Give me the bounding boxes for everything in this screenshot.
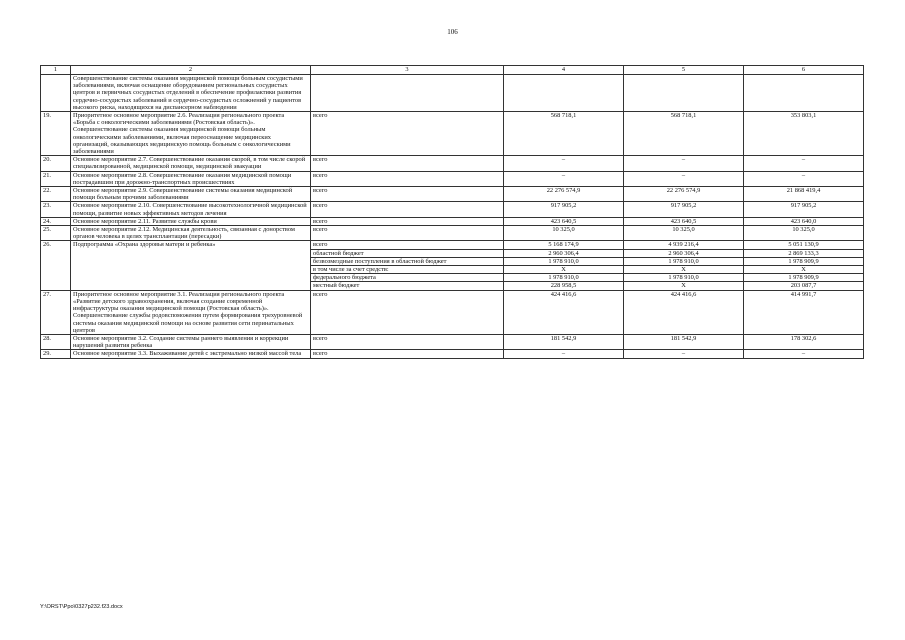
activity-name: Основное мероприятие 2.11. Развитие службы крови xyxy=(71,217,311,225)
table-row xyxy=(41,156,864,171)
funding-source: в том числе за счет средств: xyxy=(311,266,504,274)
value-col-6: X xyxy=(744,266,864,274)
value-col-6: 5 051 130,9 xyxy=(744,241,864,249)
table-row xyxy=(41,241,864,249)
funding-source: федерального бюджета xyxy=(311,274,504,282)
funding-source: всего xyxy=(311,350,504,358)
value-col-5: 917 905,2 xyxy=(624,202,744,217)
value-col-5: 181 542,9 xyxy=(624,334,744,349)
row-number: 28. xyxy=(41,334,71,349)
value-col-6: – xyxy=(744,156,864,171)
value-col-6: 10 325,0 xyxy=(744,226,864,241)
activity-name: Подпрограмма «Охрана здоровья матери и ребенка» xyxy=(71,241,311,290)
value-col-4: 1 978 910,0 xyxy=(504,274,624,282)
value-col-5: 1 978 910,0 xyxy=(624,274,744,282)
row-number: 29. xyxy=(41,350,71,358)
row-number: 22. xyxy=(41,187,71,202)
table-row xyxy=(41,334,864,349)
row-number: 23. xyxy=(41,202,71,217)
value-col-6: 21 868 419,4 xyxy=(744,187,864,202)
value-col-6: – xyxy=(744,350,864,358)
table-row xyxy=(41,202,864,217)
value-col-6: 917 905,2 xyxy=(744,202,864,217)
funding-source xyxy=(311,75,504,112)
funding-source: всего xyxy=(311,112,504,156)
value-col-5: 2 960 306,4 xyxy=(624,249,744,257)
value-col-6: – xyxy=(744,171,864,186)
funding-source: всего xyxy=(311,241,504,249)
activity-name: Приоритетное основное мероприятие 3.1. Реализация регионального проекта «Развитие детского здравоохранения, включая создание современной инфраструктуры оказания медицинской помощи (Ростовская область)». Совершенствование службы родовспоможения путем формирования трехуровневой системы оказания медицинской помощи на основе развития сети перинатальных центров xyxy=(71,290,311,334)
value-col-6: 423 640,0 xyxy=(744,217,864,225)
value-col-6: 414 991,7 xyxy=(744,290,864,334)
funding-source: всего xyxy=(311,217,504,225)
row-number: 26. xyxy=(41,241,71,290)
value-col-6: 2 869 133,3 xyxy=(744,249,864,257)
value-col-5 xyxy=(624,75,744,112)
value-col-4: – xyxy=(504,156,624,171)
funding-source: всего xyxy=(311,202,504,217)
activity-name: Основное мероприятие 2.8. Совершенствование оказания медицинской помощи пострадавшим при дорожно-транспортных происшествиях xyxy=(71,171,311,186)
value-col-4: – xyxy=(504,171,624,186)
budget-table xyxy=(40,65,864,359)
value-col-6: 1 978 909,9 xyxy=(744,274,864,282)
value-col-4: 2 960 306,4 xyxy=(504,249,624,257)
value-col-4: 424 416,6 xyxy=(504,290,624,334)
value-col-5: 1 978 910,0 xyxy=(624,257,744,265)
value-col-4: X xyxy=(504,266,624,274)
value-col-4: – xyxy=(504,350,624,358)
row-number: 27. xyxy=(41,290,71,334)
value-col-6: 203 087,7 xyxy=(744,282,864,290)
value-col-5: – xyxy=(624,350,744,358)
funding-source: местный бюджет xyxy=(311,282,504,290)
row-number: 21. xyxy=(41,171,71,186)
footer-file-path: Y:\ORST\Ppo\0327p232.f23.docx xyxy=(40,604,123,610)
value-col-4: 423 640,5 xyxy=(504,217,624,225)
table-row xyxy=(41,226,864,241)
value-col-4: 1 978 910,0 xyxy=(504,257,624,265)
value-col-5: 423 640,5 xyxy=(624,217,744,225)
funding-source: всего xyxy=(311,226,504,241)
header-cell: 5 xyxy=(624,66,744,75)
funding-source: областной бюджет xyxy=(311,249,504,257)
table-header-row xyxy=(41,66,864,75)
row-number: 19. xyxy=(41,112,71,156)
value-col-5: 424 416,6 xyxy=(624,290,744,334)
value-col-4: 10 325,0 xyxy=(504,226,624,241)
header-cell: 4 xyxy=(504,66,624,75)
value-col-4: 22 276 574,9 xyxy=(504,187,624,202)
funding-source: всего xyxy=(311,156,504,171)
header-cell: 2 xyxy=(71,66,311,75)
table-row xyxy=(41,75,864,112)
funding-source: всего xyxy=(311,334,504,349)
table-row xyxy=(41,217,864,225)
value-col-4: 228 958,5 xyxy=(504,282,624,290)
activity-name: Совершенствование системы оказания медицинской помощи больным сосудистыми заболеваниями, включая оснащение оборудованием региональных сосудистых центров и первичных сосудистых отделений в обеспечение профилактики развития сердечно-сосудистых заболеваний и сердечно-сосудистых осложнений у пациентов высокого риска, находящихся на диспансерном наблюдении xyxy=(71,75,311,112)
table-row xyxy=(41,350,864,358)
activity-name: Основное мероприятие 2.7. Совершенствование оказания скорой, в том числе скорой специализированной, медицинской помощи, медицинской эвакуации xyxy=(71,156,311,171)
table-row xyxy=(41,187,864,202)
value-col-5: – xyxy=(624,156,744,171)
activity-name: Основное мероприятие 2.10. Совершенствование высокотехнологичной медицинской помощи, развитие новых эффективных методов лечения xyxy=(71,202,311,217)
value-col-6: 178 302,6 xyxy=(744,334,864,349)
row-number: 24. xyxy=(41,217,71,225)
value-col-4: 568 718,1 xyxy=(504,112,624,156)
value-col-5: X xyxy=(624,266,744,274)
activity-name: Основное мероприятие 2.9. Совершенствование системы оказания медицинской помощи больным прочими заболеваниями xyxy=(71,187,311,202)
table-row xyxy=(41,290,864,334)
funding-source: всего xyxy=(311,290,504,334)
value-col-5: 10 325,0 xyxy=(624,226,744,241)
activity-name: Основное мероприятие 2.12. Медицинская деятельность, связанная с донорством органов человека в целях трансплантации (пересадки) xyxy=(71,226,311,241)
value-col-4: 5 168 174,9 xyxy=(504,241,624,249)
value-col-4: 917 905,2 xyxy=(504,202,624,217)
value-col-4: 181 542,9 xyxy=(504,334,624,349)
header-cell: 3 xyxy=(311,66,504,75)
page-number: 106 xyxy=(447,28,458,36)
value-col-5: 568 718,1 xyxy=(624,112,744,156)
funding-source: всего xyxy=(311,171,504,186)
funding-source: всего xyxy=(311,187,504,202)
value-col-5: – xyxy=(624,171,744,186)
activity-name: Основное мероприятие 3.2. Создание системы раннего выявления и коррекции нарушений развития ребенка xyxy=(71,334,311,349)
funding-source: безвозмездные поступления в областной бюджет xyxy=(311,257,504,265)
row-number: 25. xyxy=(41,226,71,241)
value-col-6 xyxy=(744,75,864,112)
value-col-5: X xyxy=(624,282,744,290)
header-cell: 6 xyxy=(744,66,864,75)
table-row xyxy=(41,171,864,186)
activity-name: Приоритетное основное мероприятие 2.6. Реализация регионального проекта «Борьба с онкологическими заболеваниями (Ростовская область)». Совершенствование системы оказания медицинской помощи больным онкологическими заболеваниями, включая переоснащение медицинских организаций, оказывающих медицинскую помощь больным с онкологическими заболеваниями xyxy=(71,112,311,156)
value-col-5: 4 939 216,4 xyxy=(624,241,744,249)
table-row xyxy=(41,112,864,156)
row-number xyxy=(41,75,71,112)
value-col-4 xyxy=(504,75,624,112)
value-col-6: 1 978 909,9 xyxy=(744,257,864,265)
activity-name: Основное мероприятие 3.3. Выхаживание детей с экстремально низкой массой тела xyxy=(71,350,311,358)
value-col-5: 22 276 574,9 xyxy=(624,187,744,202)
value-col-6: 353 803,1 xyxy=(744,112,864,156)
row-number: 20. xyxy=(41,156,71,171)
header-cell: 1 xyxy=(41,66,71,75)
